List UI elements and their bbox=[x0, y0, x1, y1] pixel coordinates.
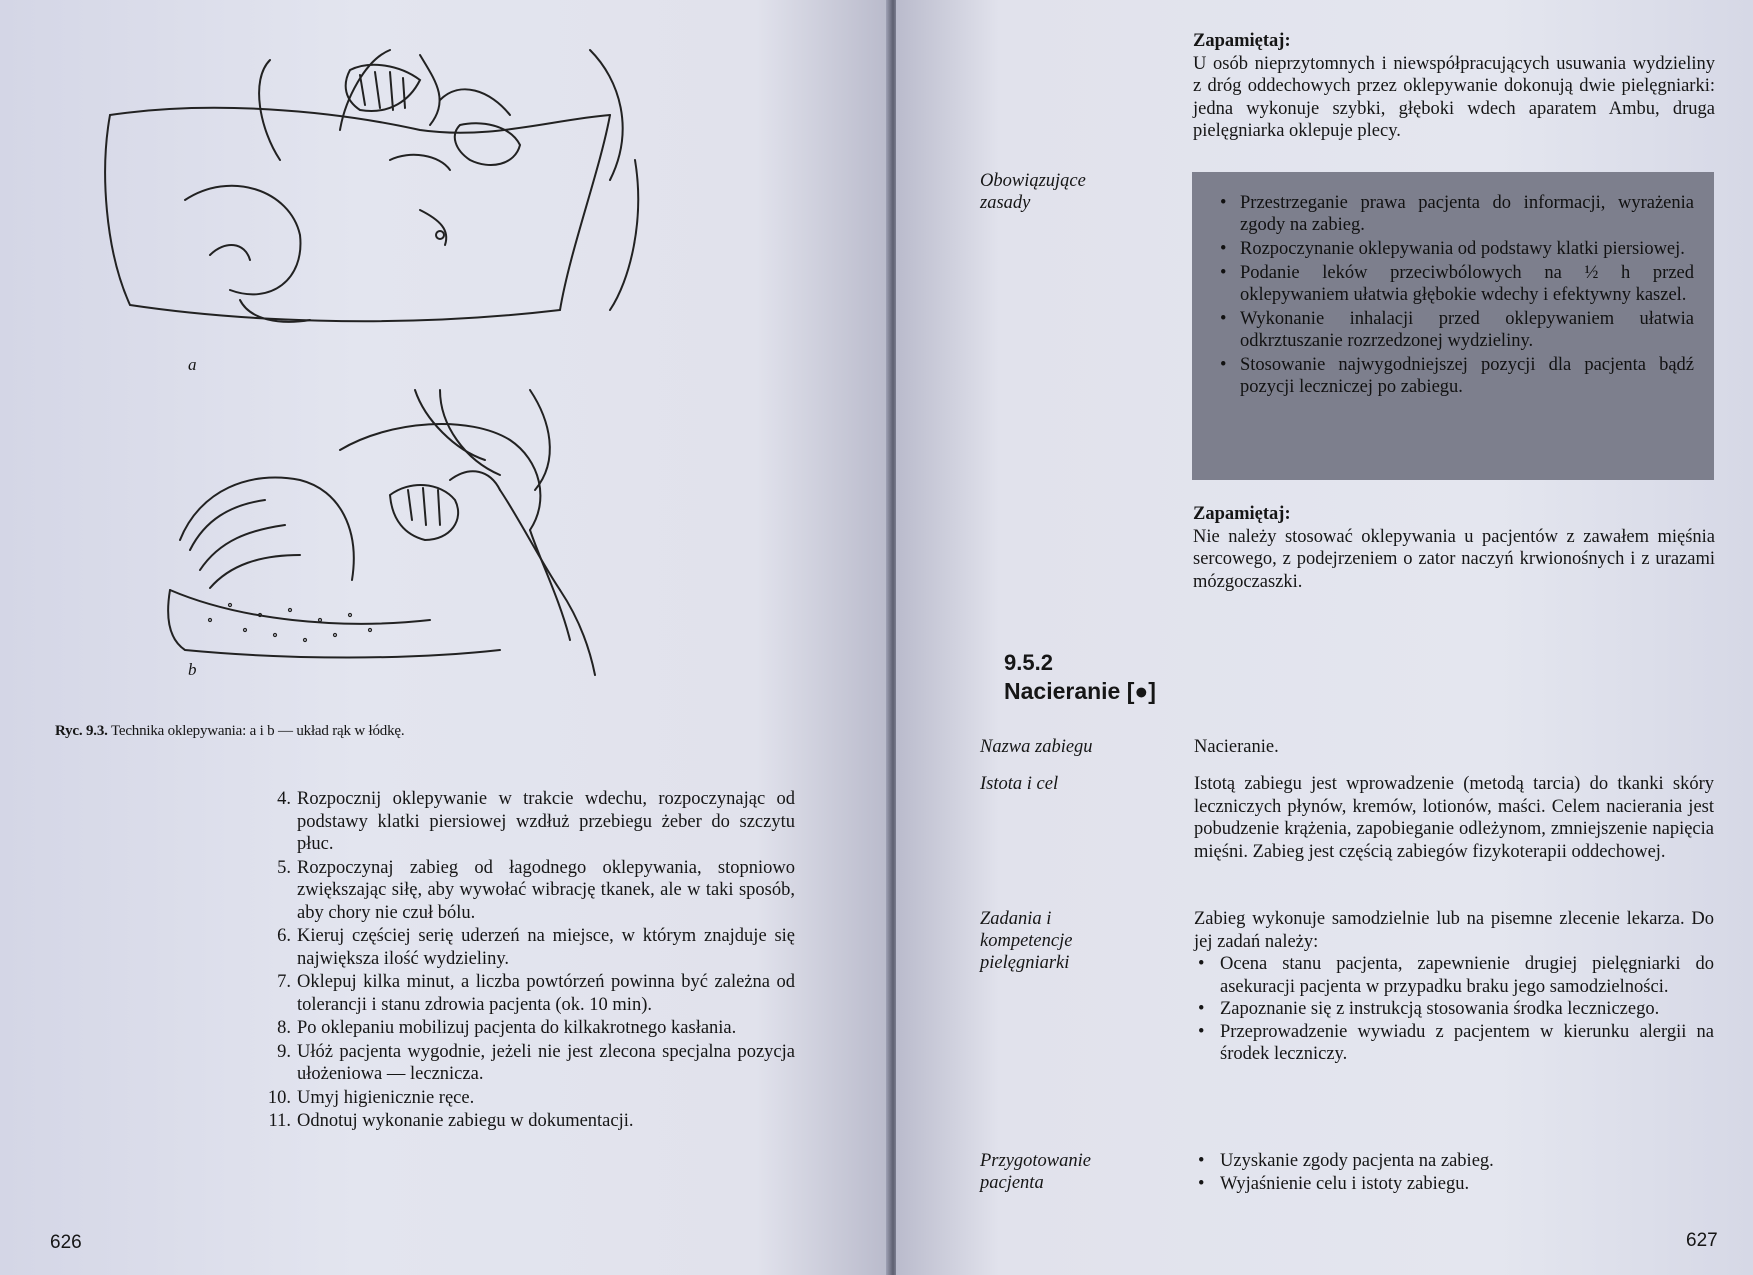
figure-label-b: b bbox=[188, 660, 197, 679]
list-item: • Ocena stanu pacjenta, zapewnienie drugiej pielęgniarki do asekuracji pacjenta w przypadku braku jego samodzielności. bbox=[1194, 953, 1714, 998]
list-item: • Podanie leków przeciwbólowych na ½ h przed oklepywaniem ułatwia głębokie wdechy i efektywny kaszel. bbox=[1220, 262, 1694, 306]
list-item: 9. Ułóż pacjenta wygodnie, jeżeli nie jest zlecona specjalna pozycja ułożeniowa — lecznicza. bbox=[277, 1041, 795, 1084]
list-item: • Wykonanie inhalacji przed oklepywaniem ułatwia odkrztuszanie rozrzedzonej wydzieliny. bbox=[1220, 308, 1694, 352]
list-item: 8. Po oklepaniu mobilizuj pacjenta do kilkakrotnego kasłania. bbox=[277, 1018, 737, 1038]
rules-list bbox=[1192, 172, 1714, 398]
figure-label-a: a bbox=[188, 355, 197, 374]
essence-label: Istota i cel bbox=[980, 774, 1059, 794]
remember-title: Zapamiętaj: bbox=[1193, 31, 1291, 51]
section-title: Nacieranie [●] bbox=[1004, 678, 1156, 704]
name-value: Nacieranie. bbox=[1194, 737, 1279, 757]
tasks-section bbox=[1194, 908, 1714, 1066]
remember-title: Zapamiętaj: bbox=[1193, 504, 1291, 524]
prep-section bbox=[1194, 1150, 1714, 1195]
tasks-label: Zadania i kompetencje pielęgniarki bbox=[980, 909, 1073, 973]
remember-box-2 bbox=[1193, 503, 1715, 593]
prep-label: Przygotowanie pacjenta bbox=[980, 1151, 1091, 1193]
list-item: • Przeprowadzenie wywiadu z pacjentem w kierunku alergii na środek leczniczy. bbox=[1194, 1021, 1714, 1066]
list-item: • Zapoznanie się z instrukcją stosowania środka leczniczego. bbox=[1194, 998, 1714, 1021]
right-page bbox=[896, 0, 1753, 1275]
percussion-illustration bbox=[90, 20, 815, 680]
list-item: 4. Rozpocznij oklepywanie w trakcie wdechu, rozpoczynając od podstawy klatki piersiowej wzdłuż przebiegu żeber do szczytu płuc. bbox=[277, 789, 795, 854]
list-item: 5. Rozpoczynaj zabieg od łagodnego oklepywania, stopniowo zwiększając siłę, aby wywołać wibrację tkanek, ale w taki sposób, aby chory nie czuł bólu. bbox=[277, 857, 795, 923]
figure-caption bbox=[55, 723, 404, 740]
list-item: • Rozpoczynanie oklepywania od podstawy klatki piersiowej. bbox=[1220, 238, 1694, 260]
remember-box-1 bbox=[1193, 30, 1715, 143]
list-item: 7. Oklepuj kilka minut, a liczba powtórzeń powinna być zależna od tolerancji i stanu zdrowia pacjenta (ok. 10 min). bbox=[277, 972, 795, 1015]
tasks-list bbox=[1194, 953, 1714, 1066]
list-item: • Uzyskanie zgody pacjenta na zabieg. bbox=[1194, 1150, 1714, 1173]
prep-list bbox=[1194, 1150, 1714, 1195]
rules-box bbox=[1192, 172, 1714, 480]
list-item: • Stosowanie najwygodniejszej pozycji dla pacjenta bądź pozycji leczniczej po zabiegu. bbox=[1220, 354, 1694, 398]
remember-text: Nie należy stosować oklepywania u pacjentów z zawałem mięśnia sercowego, z podejrzeniem o zator naczyń krwionośnych i z urazami mózgoczaszki. bbox=[1193, 526, 1715, 592]
list-item: 6. Kieruj częściej serię uderzeń na miejsce, w którym znajduje się największa ilość wydzieliny. bbox=[277, 926, 795, 969]
procedure-steps bbox=[265, 788, 795, 1134]
page-number-left: 626 bbox=[50, 1232, 82, 1253]
list-item: 11. Odnotuj wykonanie zabiegu w dokumentacji. bbox=[268, 1111, 634, 1131]
section-number: 9.5.2 bbox=[1004, 650, 1053, 675]
tasks-intro: Zabieg wykonuje samodzielnie lub na pisemne zlecenie lekarza. Do jej zadań należy: bbox=[1194, 909, 1714, 952]
page-number-right: 627 bbox=[1686, 1230, 1718, 1251]
essence-text: Istotą zabiegu jest wprowadzenie (metodą tarcia) do tkanki skóry leczniczych płynów, kremów, lotionów, maści. Celem nacierania jest pobudzenie krążenia, zapobieganie odleżynom, zmniejszenie napięcia mięśni. Zabieg jest częścią zabiegów fizykoterapii oddechowej. bbox=[1194, 774, 1714, 862]
caption-number: Ryc. 9.3. bbox=[55, 723, 108, 739]
rules-label: Obowiązujące zasady bbox=[980, 171, 1086, 213]
remember-text: U osób nieprzytomnych i niewspółpracujących usuwania wydzieliny z dróg oddechowych przez oklepywanie dokonują dwie pielęgniarki: jedna wykonuje szybki, głęboki wdech aparatem Ambu, druga pielęgniarka oklepuje plecy. bbox=[1193, 53, 1715, 141]
list-item: 10. Umyj higienicznie ręce. bbox=[267, 1087, 475, 1108]
list-item: • Wyjaśnienie celu i istoty zabiegu. bbox=[1194, 1173, 1714, 1196]
list-item: • Przestrzeganie prawa pacjenta do informacji, wyrażenia zgody na zabieg. bbox=[1220, 192, 1694, 236]
name-label: Nazwa zabiegu bbox=[980, 737, 1093, 757]
caption-text: Technika oklepywania: a i b — układ rąk w łódkę. bbox=[110, 723, 405, 739]
